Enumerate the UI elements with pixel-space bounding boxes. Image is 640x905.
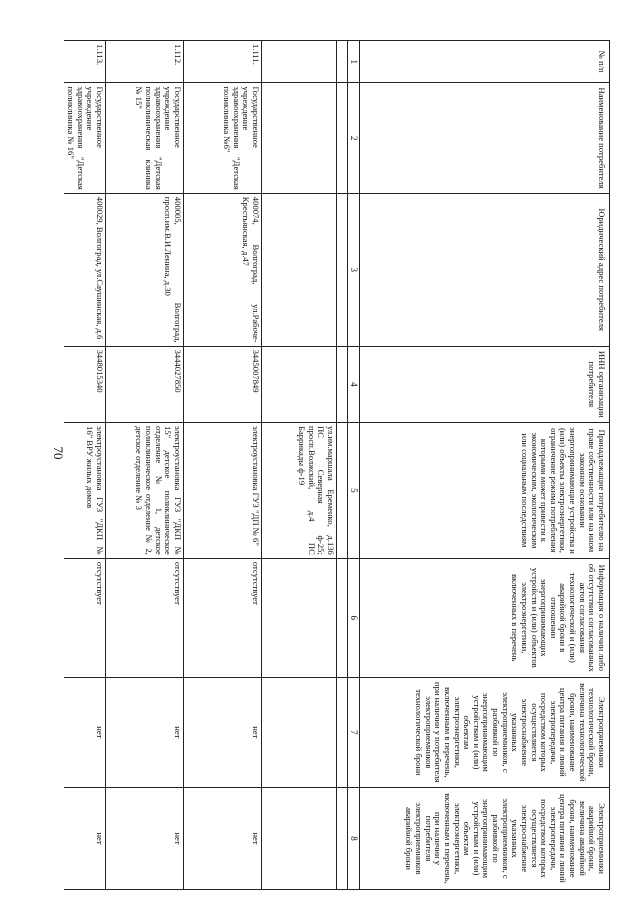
row-num: 1.113. [64, 41, 106, 83]
table-header-row [360, 41, 610, 890]
row-objects: электроустановка ГУЗ "ДКП № 16" ВРУ жилых домов [64, 423, 106, 559]
continuation-objects: ул.им.маршала Еременко, д.136 ПС Северная ф-25; просп.Волжский, д.4 ПС Баррикады ф-19 [262, 423, 337, 559]
rotated-content [64, 40, 610, 890]
continuation-row [262, 41, 337, 890]
header-emergency-reserve: Электроприемники аварийной брони, величина аварийной брони, наименование центра питания и линий электропередачи, посредством которых осуществляется электроснабжение указанных электроприемников, с разбивкой по энергопринимающим устройствам и (или) объектам электроэнергетики, включенным в перечень, при наличии у потребителя электроприемников аварийной брони [360, 788, 610, 890]
row-inn: 3445007849 [184, 346, 262, 422]
column-number: 6 [348, 558, 360, 677]
row-tech-reserve: нет [106, 677, 184, 787]
row-address: 400029, Волгоград, ул.Саушинская, д.6 [64, 193, 106, 346]
row-inn: 3448015340 [64, 346, 106, 422]
column-number: 2 [348, 83, 360, 193]
row-name: Государственное учреждение здравоохранения "Детская поликлиника №6" [184, 83, 262, 193]
row-address: 400005, Волгоград, просп.им.В.И.Ленина, д.30 [106, 193, 184, 346]
header-acts: Информация о наличии либо об отсутствии согласованных актов согласования технологической и (или) аварийной брони в отношении энергопринимающих устройств и (или) объектов электроэнергетики, включенных в перечень [360, 558, 610, 677]
consumers-table [64, 40, 610, 890]
header-tech-reserve: Электроприемники технологической брони, величина технологической брони, наименование центра питания и линий электропередачи, посредством которых осуществляется электроснабжение указанных электроприемников, с разбивкой по энергопринимающим устройствам и (или) объектам электроэнергетики, включенным в перечень, при наличии у потребителя электроприемников технологической брони [360, 677, 610, 787]
column-number: 3 [348, 193, 360, 346]
row-objects: электроустановка ГУЗ "ДП № 6" [184, 423, 262, 559]
page-number-text: 70 [51, 446, 66, 459]
rotated-page [64, 40, 610, 890]
row-tech-reserve: нет [184, 677, 262, 787]
row-address: 400074, Волгоград, ул.Рабоче-Крестьянская, д.47 [184, 193, 262, 346]
row-tech-reserve: нет [64, 677, 106, 787]
column-number: 5 [348, 423, 360, 559]
row-emergency-reserve: нет [184, 788, 262, 890]
header-inn: ИНН организации потребителя [360, 346, 610, 422]
column-number: 8 [348, 788, 360, 890]
header-address: Юридический адрес потребителя [360, 193, 610, 346]
row-inn: 3444027850 [106, 346, 184, 422]
row-acts: отсутствует [184, 558, 262, 677]
column-number: 1 [348, 41, 360, 83]
header-num: № п/п [360, 41, 610, 83]
column-number-row [348, 41, 360, 890]
row-name: Государственное учреждение здравоохранения "Детская поликлиническая клиника № 15" [106, 83, 184, 193]
column-number: 4 [348, 346, 360, 422]
separator-row [337, 41, 348, 890]
page-number [52, 0, 64, 905]
row-acts: отсутствует [106, 558, 184, 677]
row-emergency-reserve: нет [106, 788, 184, 890]
row-objects: электроустановка ГУЗ "ДКП № 15" детское поликлиническое отделение № 1, детское поликлиническое отделение № 2, детское отделение № 3 [106, 423, 184, 559]
header-objects: Принадлежащие потребителю на праве собственности или на ином законном основании энергопринимающие устройства и (или) объекты электроэнергетики, ограничение режима потребления которыми может привести к экономическим, экологическим или социальным последствиям [360, 423, 610, 559]
column-number: 7 [348, 677, 360, 787]
row-acts: отсутствует [64, 558, 106, 677]
table-row [64, 41, 106, 890]
row-emergency-reserve: нет [64, 788, 106, 890]
table-row [106, 41, 184, 890]
row-num: 1.111. [184, 41, 262, 83]
row-num: 1.112. [106, 41, 184, 83]
header-name: Наименование потребителя [360, 83, 610, 193]
row-name: Государственное учреждение здравоохранения "Детская поликлиника № 16" [64, 83, 106, 193]
table-row [184, 41, 262, 890]
